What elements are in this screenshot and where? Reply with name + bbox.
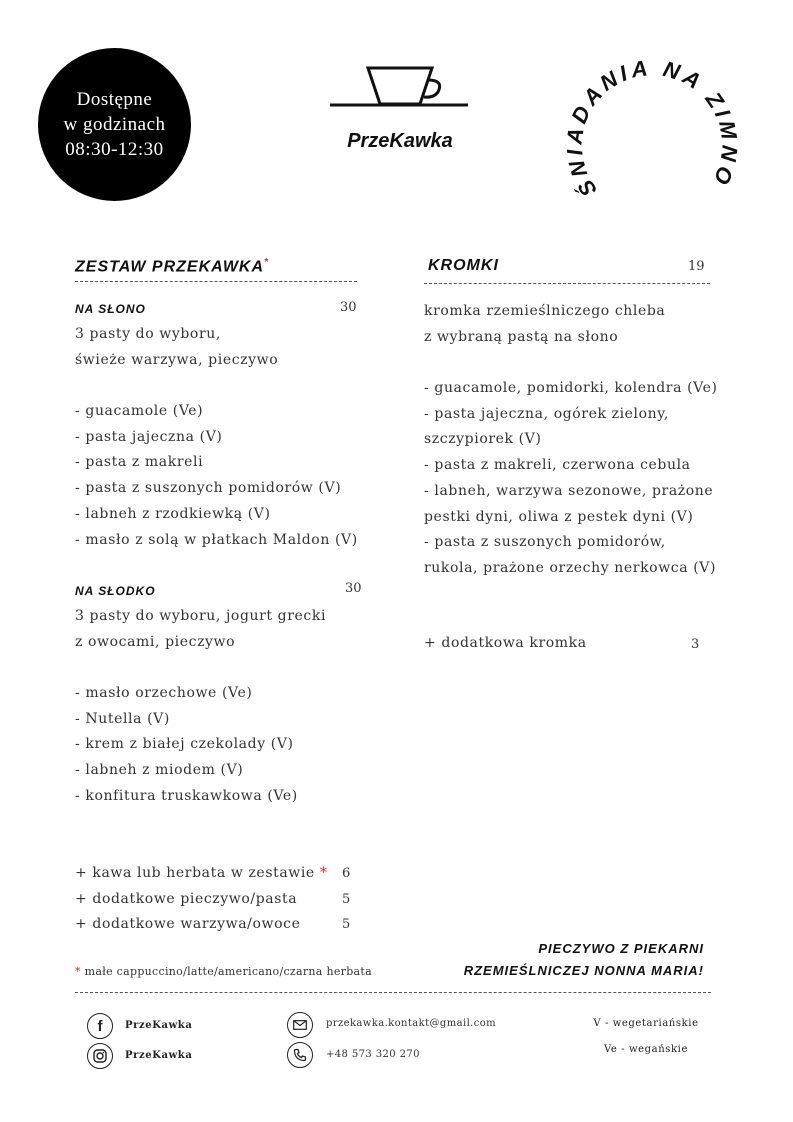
kromki-line: z wybraną pastą na słono (424, 328, 619, 345)
phone-icon[interactable] (287, 1042, 313, 1068)
hours-line-1: Dostępne (76, 89, 153, 110)
sweet-price: 30 (345, 581, 362, 596)
extras-prices (342, 861, 358, 938)
sweet-item: - masło orzechowe (Ve) (75, 685, 253, 702)
zestaw-title-mark: * (264, 257, 269, 268)
extra-price: 5 (342, 891, 351, 907)
brand-name: PrzeKawka (347, 130, 453, 152)
instagram-icon[interactable] (87, 1043, 113, 1069)
kromki-line: - labneh, warzywa sezonowe, prażone (424, 482, 714, 499)
kromki-title: KROMKI (428, 257, 499, 274)
sweet-item: - labneh z miodem (V) (75, 762, 244, 779)
salty-price: 30 (340, 300, 357, 315)
hours-line-2: w godzinach (63, 114, 166, 135)
salty-list (75, 322, 358, 553)
sweet-item: - Nutella (V) (75, 710, 170, 727)
kromki-list (424, 299, 718, 582)
extra-item: + kawa lub herbata w zestawie * (75, 865, 328, 881)
extra-kromka-price: 3 (691, 637, 700, 652)
extra-price: 5 (342, 917, 351, 933)
arc-title-text: ŚNIADANIA NA ZIMNO (561, 55, 743, 202)
right-divider (424, 283, 710, 284)
kromki-line: - pasta z suszonych pomidorów, (424, 534, 666, 551)
salty-desc: świeże warzywa, pieczywo (75, 351, 279, 368)
legend-v: V - wegetariańskie (593, 1018, 699, 1029)
salty-item: - pasta z suszonych pomidorów (V) (75, 480, 342, 497)
hours-line-3: 08:30-12:30 (65, 139, 164, 160)
arc-title (560, 40, 770, 240)
bakery-line-1: PIECZYWO Z PIEKARNI (538, 941, 704, 956)
sweet-item: - konfitura truskawkowa (Ve) (75, 787, 298, 804)
kromki-line: szczypiorek (V) (424, 431, 542, 448)
mail-icon[interactable] (287, 1012, 313, 1038)
kromki-line: pestki dyni, oliwa z pestek dyni (V) (424, 508, 694, 525)
zestaw-title-text: ZESTAW PRZEKAWKA (75, 258, 265, 276)
kromki-line (424, 350, 718, 376)
extra-mark: * (319, 865, 328, 881)
sweet-desc: z owocami, pieczywo (75, 633, 236, 650)
svg-text:ŚNIADANIA NA ZIMNO (561, 55, 742, 201)
sweet-desc: 3 pasty do wyboru, jogurt grecki (75, 608, 327, 624)
email-address[interactable]: przekawka.kontakt@gmail.com (326, 1018, 497, 1029)
footnote-text: małe cappuccino/latte/americano/czarna herbata (84, 965, 372, 978)
instagram-handle[interactable]: PrzeKawka (125, 1050, 193, 1061)
kromki-line: - guacamole, pomidorki, kolendra (Ve) (424, 380, 718, 397)
facebook-icon[interactable]: f (87, 1013, 113, 1039)
coffee-cup-logo (328, 60, 470, 116)
salty-desc: 3 pasty do wyboru, (75, 326, 221, 342)
extra-price: 6 (342, 866, 351, 881)
bakery-note (420, 938, 704, 982)
salty-item: - masło z solą w płatkach Maldon (V) (75, 531, 358, 548)
kromki-line: rukola, prażone orzechy nerkowca (V) (424, 559, 717, 576)
left-divider (75, 281, 357, 282)
kromki-line: kromka rzemieślniczego chleba (424, 303, 666, 319)
salty-title: NA SŁONO (75, 302, 146, 316)
extras-list (75, 861, 328, 938)
footer-divider (75, 992, 711, 993)
footnote-mark: * (75, 965, 81, 978)
sweet-list (75, 604, 326, 810)
kromki-price: 19 (688, 259, 705, 274)
sweet-item: - krem z białej czekolady (V) (75, 736, 294, 753)
footnote (75, 965, 372, 978)
bakery-line-2: RZEMIEŚLNICZEJ NONNA MARIA! (463, 963, 704, 978)
salty-item: - labneh z rzodkiewką (V) (75, 505, 271, 522)
facebook-handle[interactable]: PrzeKawka (125, 1020, 193, 1031)
hours-badge (38, 48, 191, 201)
phone-number[interactable]: +48 573 320 270 (326, 1049, 420, 1060)
sweet-title: NA SŁODKO (75, 584, 156, 598)
extra-item: + dodatkowe pieczywo/pasta (75, 890, 298, 907)
salty-item: - pasta z makreli (75, 454, 204, 471)
zestaw-title (75, 257, 269, 276)
salty-item: - pasta jajeczna (V) (75, 428, 223, 445)
legend-ve: Ve - wegańskie (604, 1044, 688, 1055)
kromki-line: - pasta jajeczna, ogórek zielony, (424, 405, 669, 422)
extra-item: + dodatkowe warzywa/owoce (75, 916, 301, 933)
extra-kromka-label: + dodatkowa kromka (424, 635, 587, 651)
kromki-line: - pasta z makreli, czerwona cebula (424, 457, 691, 474)
salty-item: - guacamole (Ve) (75, 403, 204, 420)
